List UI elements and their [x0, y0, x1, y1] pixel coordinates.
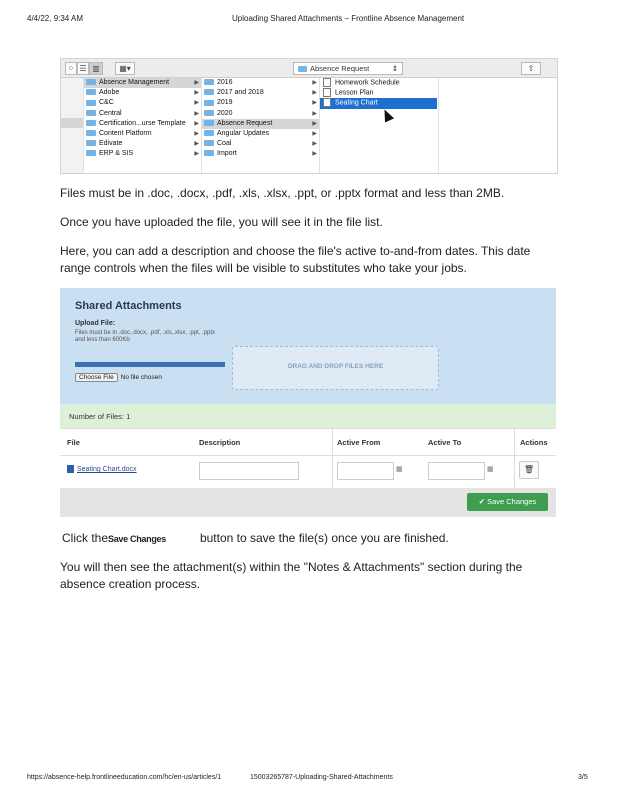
- click-suffix: button to save the file(s) once you are finished.: [199, 531, 449, 545]
- column-view-icon[interactable]: ▥: [89, 62, 103, 75]
- list-view-icon[interactable]: ☰: [77, 62, 89, 75]
- upload-note: Files must be in .doc,.docx, .pdf, .xls,.xlsx, .ppt, .pptx and less than 600Kb: [75, 330, 216, 343]
- calendar-icon[interactable]: ▦: [396, 466, 403, 473]
- list-item[interactable]: Content Platform ▶: [84, 129, 201, 139]
- list-item[interactable]: Adobe ▶: [84, 88, 201, 98]
- file-link[interactable]: [67, 465, 137, 473]
- list-item[interactable]: ERP & SIS ▶: [84, 149, 201, 159]
- list-item[interactable]: Coal ▶: [202, 139, 319, 149]
- finder-screenshot: [60, 58, 558, 174]
- updown-chevron-icon: ⇕: [391, 64, 398, 73]
- folder-icon: [86, 140, 96, 146]
- finder-column-3: [320, 78, 437, 173]
- files-table: [60, 428, 556, 489]
- formats-paragraph: Files must be in .doc, .docx, .pdf, .xls, .xlsx, .ppt, or .pptx format and less than 2MB.: [60, 186, 505, 200]
- drop-zone-label: DRAG AND DROP FILES HERE: [287, 363, 384, 370]
- trash-icon[interactable]: 🗑: [519, 461, 539, 479]
- uploaded-paragraph: Once you have uploaded the file, you will see it in the file list.: [60, 215, 383, 229]
- path-selector[interactable]: [293, 62, 403, 75]
- list-item[interactable]: Edivate ▶: [84, 139, 201, 149]
- column-header: Actions: [520, 438, 548, 447]
- list-item[interactable]: Absence Request ▶: [202, 119, 319, 129]
- folder-icon: [204, 100, 214, 106]
- list-item[interactable]: Seating Chart: [320, 98, 437, 108]
- print-datetime: 4/4/22, 9:34 AM: [27, 14, 84, 23]
- list-item[interactable]: Homework Schedule: [320, 78, 437, 88]
- file-name: Seating Chart.docx: [77, 465, 137, 473]
- list-item[interactable]: Import ▶: [202, 149, 319, 159]
- description-paragraph: Here, you can add a description and choose the file's active to-and-from dates. This date range controls when the files will be visible to substitutes who take your jobs.: [60, 244, 531, 275]
- list-item[interactable]: Central ▶: [84, 109, 201, 119]
- panel-title: Shared Attachments: [75, 300, 182, 312]
- finder-toolbar: [61, 59, 557, 78]
- upload-label: Upload File:: [75, 320, 116, 327]
- then-paragraph: You will then see the attachment(s) within the "Notes & Attachments" section during the absence creation process.: [60, 560, 523, 591]
- active-from-input[interactable]: [337, 462, 394, 480]
- click-paragraph: [62, 530, 552, 548]
- folder-icon: [86, 130, 96, 136]
- column-header: Active To: [428, 438, 462, 447]
- upload-progress-bar: [75, 362, 225, 367]
- save-changes-button[interactable]: ✔ Save Changes: [467, 493, 548, 511]
- folder-icon: [204, 89, 214, 95]
- column-header: File: [67, 438, 80, 447]
- list-item[interactable]: Absence Management ▶: [84, 78, 201, 88]
- folder-icon: [86, 110, 96, 116]
- folder-icon: [86, 150, 96, 156]
- file-chooser: [75, 373, 162, 382]
- footer-url: https://absence-help.frontlineeducation.com/hc/en-us/articles/1: [27, 774, 222, 781]
- list-item[interactable]: 2017 and 2018 ▶: [202, 88, 319, 98]
- save-changes-label: Save Changes: [487, 497, 537, 506]
- document-icon: [323, 98, 331, 107]
- list-item[interactable]: 2016 ▶: [202, 78, 319, 88]
- upload-panel: [60, 288, 556, 404]
- document-icon: [323, 78, 331, 87]
- list-item[interactable]: 2019 ▶: [202, 98, 319, 108]
- word-doc-icon: [67, 465, 74, 473]
- folder-icon: [86, 100, 96, 106]
- active-to-input[interactable]: [428, 462, 485, 480]
- inline-save-button-image: Save Changes: [108, 534, 166, 544]
- folder-icon: [204, 130, 214, 136]
- calendar-icon[interactable]: ▦: [487, 466, 494, 473]
- panel-footer: [60, 488, 556, 517]
- file-count-label: Number of Files: 1: [69, 412, 131, 421]
- document-icon: [323, 88, 331, 97]
- folder-icon: [298, 66, 307, 72]
- folder-icon: [204, 110, 214, 116]
- footer-article: 15003265787-Uploading-Shared-Attachments: [250, 774, 393, 781]
- drop-zone[interactable]: [232, 346, 439, 390]
- folder-icon: [86, 89, 96, 95]
- list-item[interactable]: Lesson Plan: [320, 88, 437, 98]
- list-item[interactable]: 2020 ▶: [202, 109, 319, 119]
- finder-column-2: [202, 78, 320, 173]
- column-header: Active From: [337, 438, 381, 447]
- list-item[interactable]: C&C ▶: [84, 98, 201, 108]
- shared-attachments-screenshot: [60, 288, 556, 517]
- icon-view-icon[interactable]: ⁘: [65, 62, 77, 75]
- click-prefix: Click the: [62, 531, 109, 545]
- gallery-view-icon[interactable]: ▦▾: [115, 62, 135, 75]
- finder-sidebar: [61, 78, 84, 173]
- folder-icon: [204, 140, 214, 146]
- print-title: Uploading Shared Attachments – Frontline Absence Management: [232, 14, 465, 23]
- folder-icon: [204, 79, 214, 85]
- description-input[interactable]: [199, 462, 299, 480]
- list-item[interactable]: Angular Updates ▶: [202, 129, 319, 139]
- choose-file-button[interactable]: Choose File: [75, 373, 118, 382]
- list-item[interactable]: Certification...urse Template ▶: [84, 119, 201, 129]
- finder-column-1: [84, 78, 202, 173]
- folder-icon: [204, 120, 214, 126]
- folder-icon: [204, 150, 214, 156]
- folder-icon: [86, 79, 96, 85]
- path-selector-label: Absence Request: [310, 64, 370, 73]
- no-file-text: No file chosen: [120, 374, 162, 381]
- folder-icon: [86, 120, 96, 126]
- column-header: Description: [199, 438, 241, 447]
- page-number: 3/5: [578, 774, 588, 781]
- share-icon[interactable]: ⇧: [521, 62, 541, 75]
- file-count-bar: [60, 404, 556, 428]
